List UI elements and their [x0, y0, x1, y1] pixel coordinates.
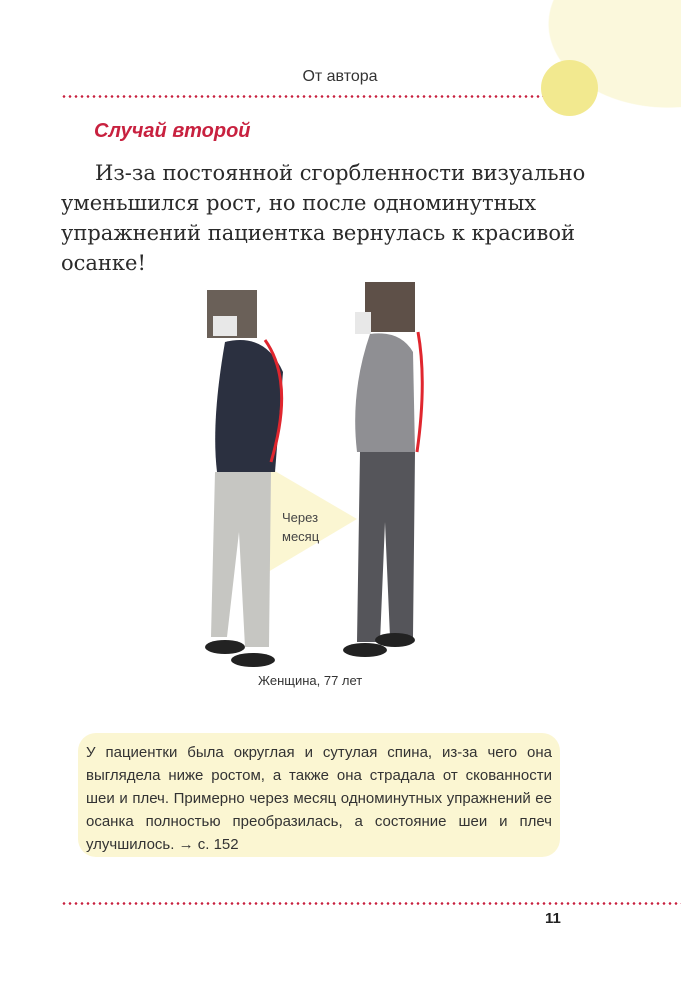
arrow-label-line1: Через [282, 510, 319, 525]
lead-text: Из-за постоянной сгорбленности визуально уменьшился рост, но после одноминутных упражнений пациентка вернулась к красивой осанке! [61, 161, 586, 275]
after-figure [343, 282, 422, 657]
decorative-circle-small [541, 60, 598, 116]
figure-caption: Женщина, 77 лет [258, 673, 363, 688]
arrow-label [282, 508, 319, 546]
running-head: От автора [302, 68, 378, 85]
section-title: Случай второй [94, 120, 251, 142]
arrow-label-line2: месяц [282, 529, 320, 544]
footer-dotted-divider [61, 902, 681, 905]
note-box [78, 733, 560, 857]
note-text: У пациентки была округлая и сутулая спина, из-за чего она выглядела ниже ростом, а также она страдала от скованности шеи и плеч. Примерно через месяц одноминутных упражнений ее осанка полностью преобразилась, а состояние шеи и плеч улучшилось. → с. 152 [86, 744, 552, 853]
page-number: 11 [545, 910, 561, 927]
lead-paragraph [61, 158, 591, 278]
before-after-photo [205, 272, 437, 672]
header-dotted-divider [61, 95, 543, 98]
